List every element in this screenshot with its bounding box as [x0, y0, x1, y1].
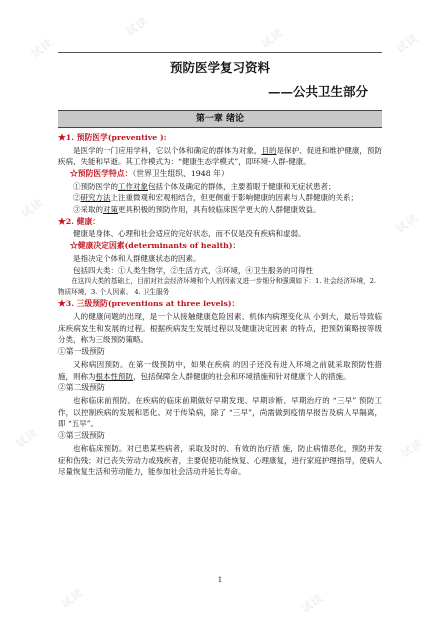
level-2-heading: ②第二级预防	[58, 383, 105, 393]
level-2-paragraph: 也称临床前预防。在疾病的临床前期做好早期发现、早期诊断、早期治疗的 “三早” 预防工作，以控制疾病的发展和恶化。对于传染病，除了 “三早”，尚需做到疫情早报告及病人早隔离，即 “五早”。	[58, 395, 382, 429]
document-subtitle: ——公共卫生部分	[267, 84, 368, 99]
watermark-text: 试读	[13, 426, 41, 451]
watermark-text: 试读	[123, 14, 151, 39]
level-3-heading: ③第三级预防	[58, 431, 105, 441]
chapter-heading: 第一章 绪论	[58, 110, 382, 128]
paragraph-four-categories: 包括四大类：①人类生物学，②生活方式，③环境，④卫生服务的可得性	[73, 265, 313, 275]
paragraph-three-levels-intro: 人的健康问题的出现，是一个从接触健康危险因素、机体内病理变化从 小到大，最后导致临床疾病发生和发展的过程。根据疾病发生发展过程以及健康决定因素 的特点，把预防策略按等级分类，称为三级预防策略。	[58, 311, 382, 345]
level-1-paragraph: 又称病因预防。在第一级预防中，如果在疾病 的因子还没有进入环境之前就采取预防性措施，则称为根本性预防，包括保障全人群健康的社会和环境措施和针对健康个人的措施。	[58, 359, 382, 381]
subheading-features: ☆预防医学特点：（世界卫生组织、1948 年）	[70, 169, 229, 179]
paragraph-determinants-definition: 是指决定个体和人群健康状态的因素。	[73, 253, 201, 263]
watermark-text: 试读	[298, 591, 326, 616]
section-heading-three-levels: ★3. 三级预防(preventions at three levels)：	[58, 299, 240, 309]
watermark-text: 试读	[28, 36, 56, 61]
section-heading-health: ★2. 健康：	[58, 216, 101, 226]
paragraph-health-definition: 健康是身体、心理和社会适应的完好状态，而不仅是没有疾病和虚弱。	[73, 229, 306, 239]
feature-item-3: ③采取的对策更具积极的预防作用，具有较临床医学更大的人群健康效益。	[73, 205, 321, 215]
subheading-determinants: ☆健康决定因素(determinants of health)：	[70, 241, 241, 251]
feature-item-2: ②研究方法上注重微观和宏观相结合，但更侧重于影响健康的因素与人群健康的关系；	[73, 193, 358, 203]
paragraph-further-breakdown: 在这四大类的基础上，目前对社会经济环境和个人的因素又进一步细分和强调如下：1. 社会经济环境，2. 物质环境，3. 个人因素、 4. 卫生服务	[58, 277, 376, 297]
watermark-text: 试读	[258, 26, 286, 51]
level-1-heading: ①第一级预防	[58, 347, 105, 357]
paragraph-definition: 是医学的一门应用学科，它以个体和确定的群体为对象，目的是保护、促进和维护健康，预防疾病、失能和早逝。其工作模式为：“健康生态学模式”，即环境-人群-健康。	[58, 145, 383, 167]
watermark-text: 试读	[18, 196, 46, 221]
level-3-paragraph: 也称临床预防。对已患某些病者，采取及时的、有效的治疗措 施，防止病情恶化，预防并发症和伤残；对已丧失劳动力或残疾者，主要促使功能恢复、心理康复，进行家庭护理指导，使病人尽量恢复生活和劳动能力，能参加社会活动并延长寿命。	[58, 443, 382, 477]
feature-item-1: ①预防医学的工作对象包括个体及确定的群体，主要着眼于健康和无症状患者；	[73, 181, 336, 191]
document-page	[58, 56, 382, 478]
watermark-text: 试读	[393, 211, 421, 236]
watermark-text: 试读	[393, 31, 421, 56]
page-number: 1	[217, 576, 223, 584]
watermark-text: 试读	[58, 586, 86, 611]
section-heading-preventive-medicine: ★1. 预防医学(preventive ):	[58, 133, 167, 142]
watermark-text: 试读	[398, 436, 426, 461]
header-rule	[58, 52, 382, 53]
document-title: 预防医学复习资料	[169, 60, 270, 75]
